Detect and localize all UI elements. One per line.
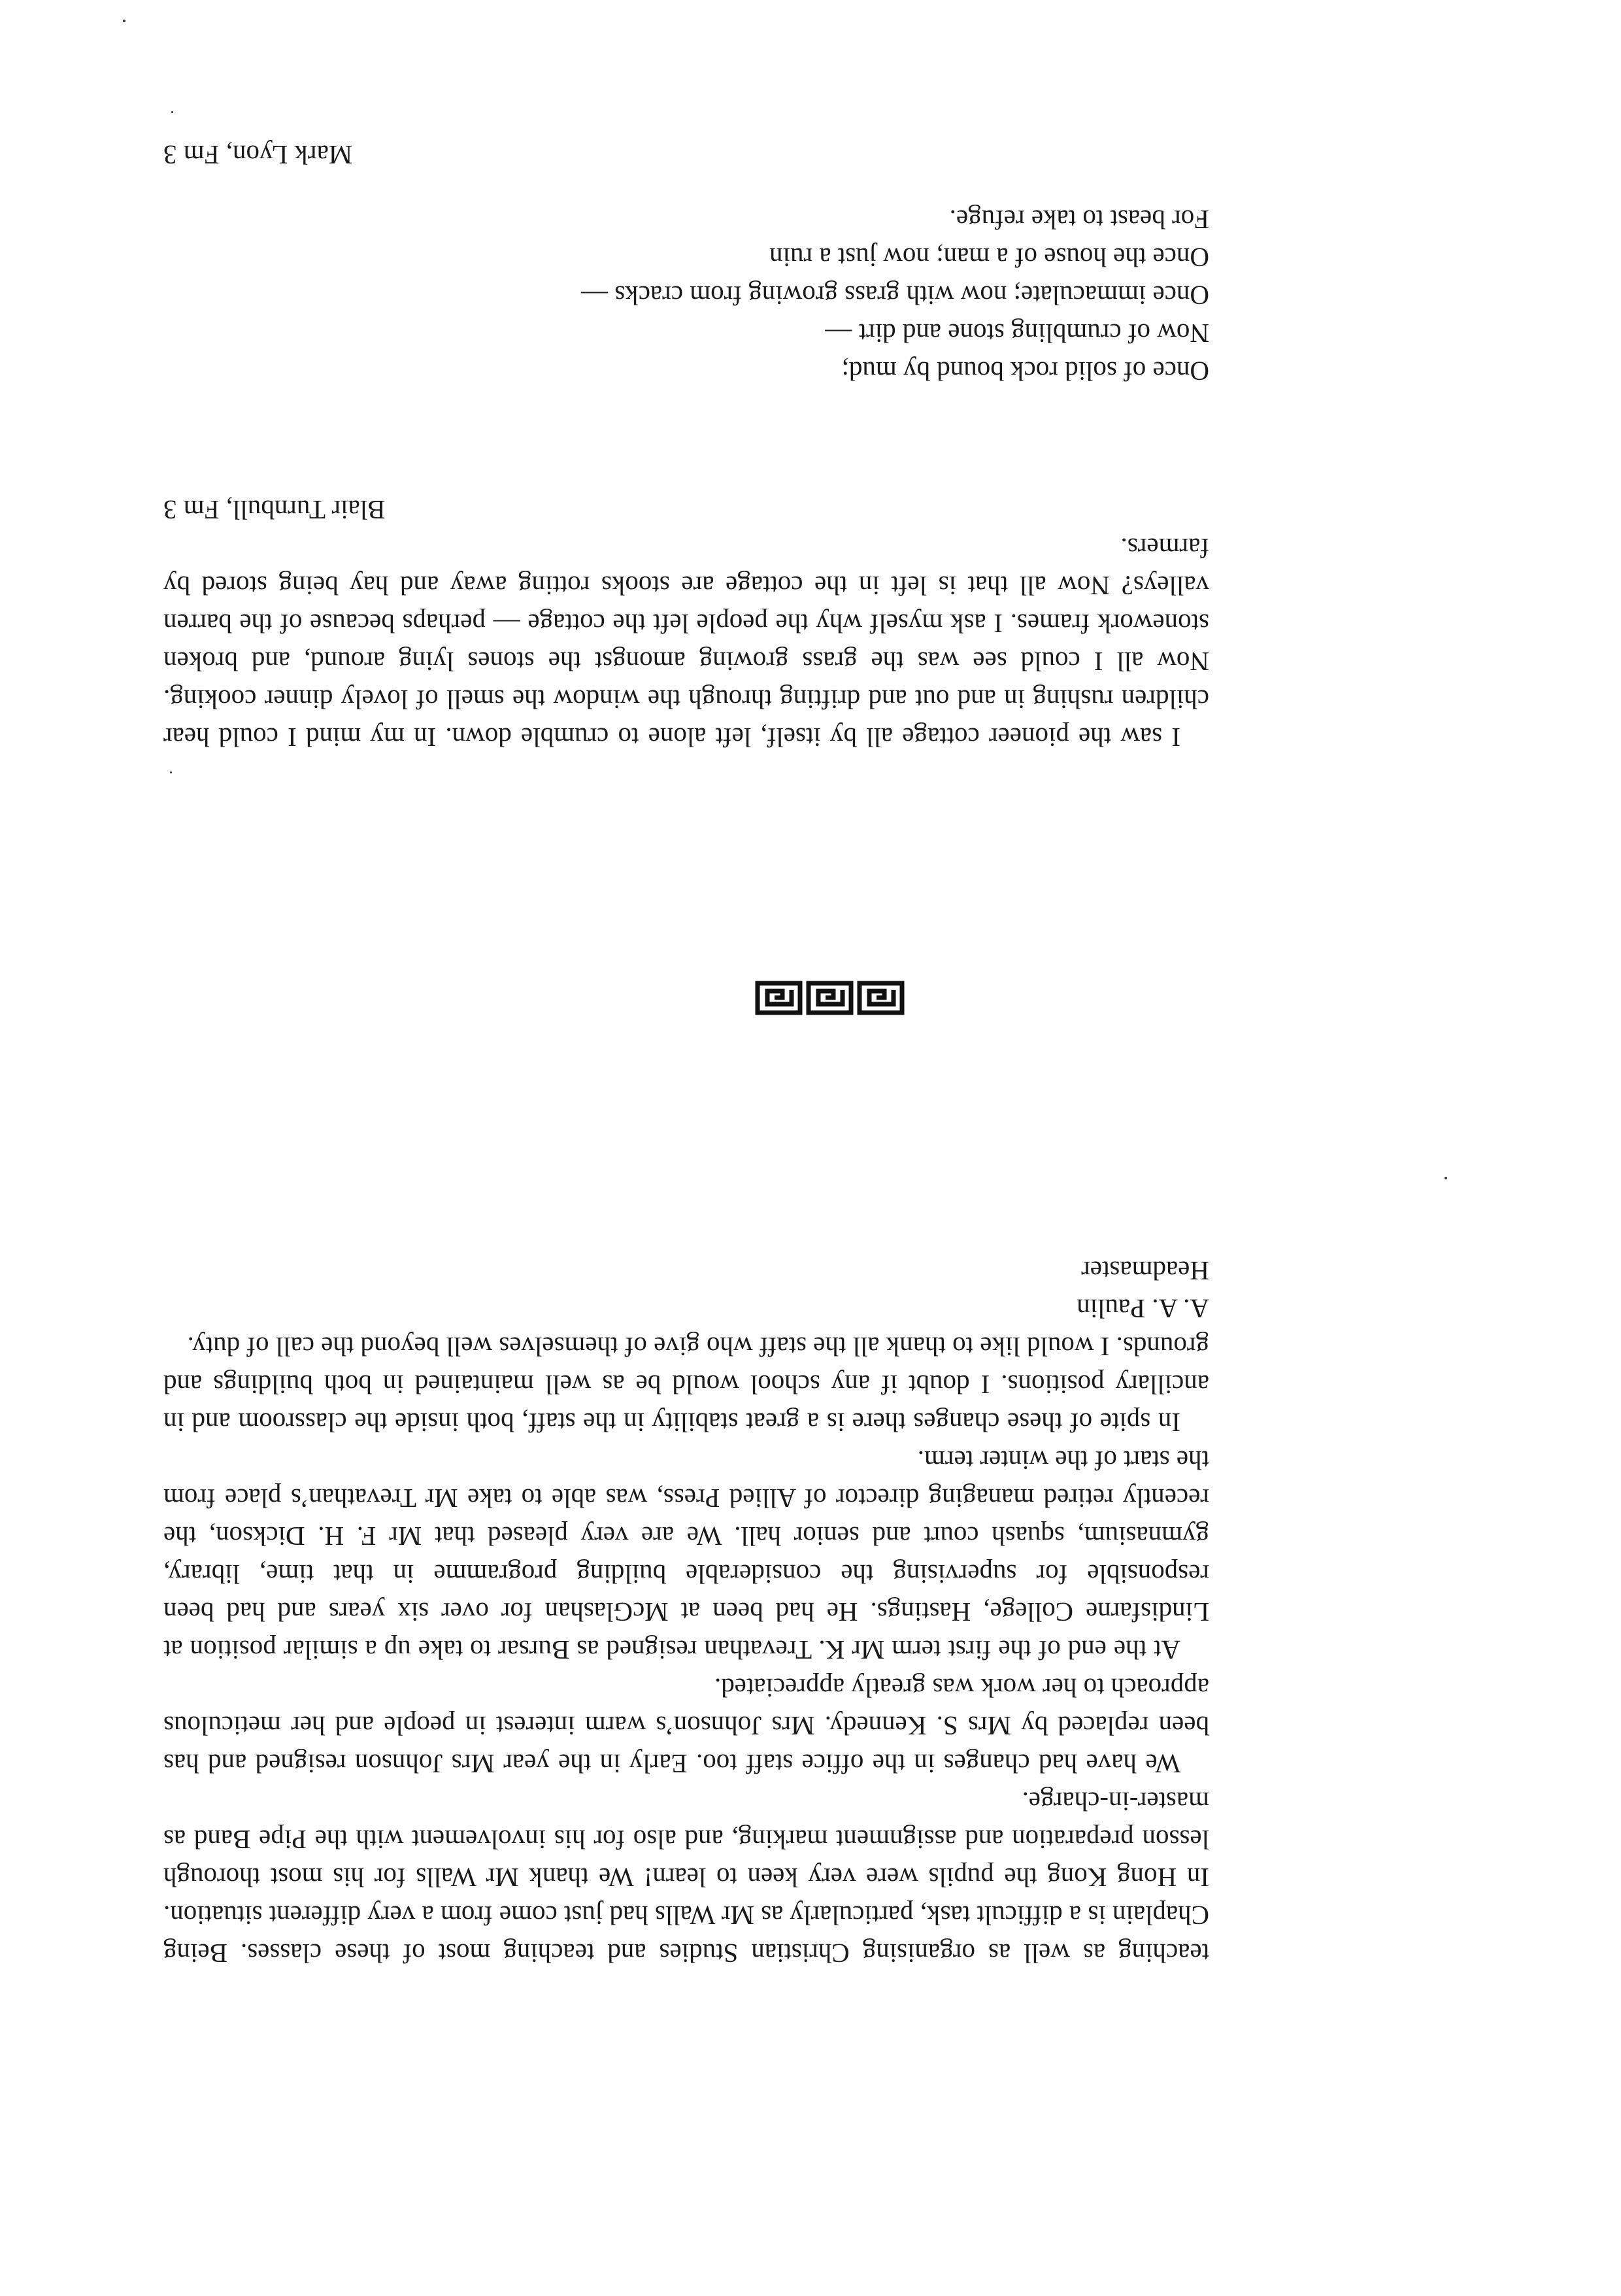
greek-key-ornament-icon <box>755 980 905 1016</box>
scan-speck <box>1445 1177 1447 1179</box>
poem-line: Now of crumbling stone and dirt — <box>825 318 1209 348</box>
poem-author: Mark Lyon, Fm 3 <box>163 140 353 170</box>
scan-speck <box>123 20 125 22</box>
office-staff-paragraph: We have had changes in the office staff too. Early in the year Mrs Johnson resigned and has been replaced by Mrs S. Kennedy. Mrs Johnson’s warm interest in people and her meticulous approach to her work was greatly appreciated. <box>163 1673 1209 1779</box>
continuation-paragraph: teaching as well as organising Christian Studies and teaching most of these classes. Being Chaplain is a difficult task, particularly as Mr Walls had just come from a very different situation. In Hong Kong the pupils were very keen to learn! We thank Mr Walls for his most thorough lesson preparation and assignment marking, and also for his involvement with the Pipe Band as master-in-charge. <box>163 1787 1209 1968</box>
signature-title: Headmaster <box>1081 1256 1209 1286</box>
signature-name: A. A. Paulin <box>1077 1294 1209 1324</box>
scan-speck <box>170 771 172 773</box>
poem <box>163 109 1209 390</box>
scan-speck <box>171 111 173 113</box>
signature-block <box>163 1252 1209 1328</box>
pioneer-cottage-section <box>163 491 1209 756</box>
poem-line: For beast to take refuge. <box>949 205 1209 235</box>
poem-line: Once immaculate; now with grass growing from cracks — <box>581 280 1209 311</box>
poem-line: Once the house of a man; now just a ruin <box>769 243 1209 273</box>
poem-line: Once of solid rock bound by mud; <box>841 356 1209 386</box>
bursar-paragraph: At the end of the first term Mr K. Trevathan resigned as Bursar to take up a similar position at Lindisfarne College, Hastings. He had been at McGlashan for over six years and had been responsible for supervising the considerable building programme in that time, library, gymnasium, squash court and senior hall. We are very pleased that Mr F. H. Dickson, the recently retired managing director of Allied Press, was able to take Mr Trevathan’s place from the start of the winter term. <box>163 1445 1209 1665</box>
prose-author: Blair Turnbull, Fm 3 <box>163 495 386 525</box>
cottage-prose: I saw the pioneer cottage all by itself, left alone to crumble down. In my mind I could hear children rushing in and out and drifting through the window the smell of lovely dinner cooking. Now all I could see was the grass growing amongst the stones lying around, and broken stonework frames. I ask myself why the people left the cottage — perhaps because of the barren valleys? Now all that is left in the cottage are stooks rotting away and hay being stored by farmers. <box>163 533 1209 752</box>
headmaster-report-section <box>163 1252 1209 1972</box>
staff-stability-paragraph: In spite of these changes there is a great stability in the staff, both inside the classroom and in ancillary positions. I doubt if any school would be as well maintained in both buildings and grounds. I would like to thank all the staff who give of themselves well beyond the call of duty. <box>163 1332 1209 1438</box>
